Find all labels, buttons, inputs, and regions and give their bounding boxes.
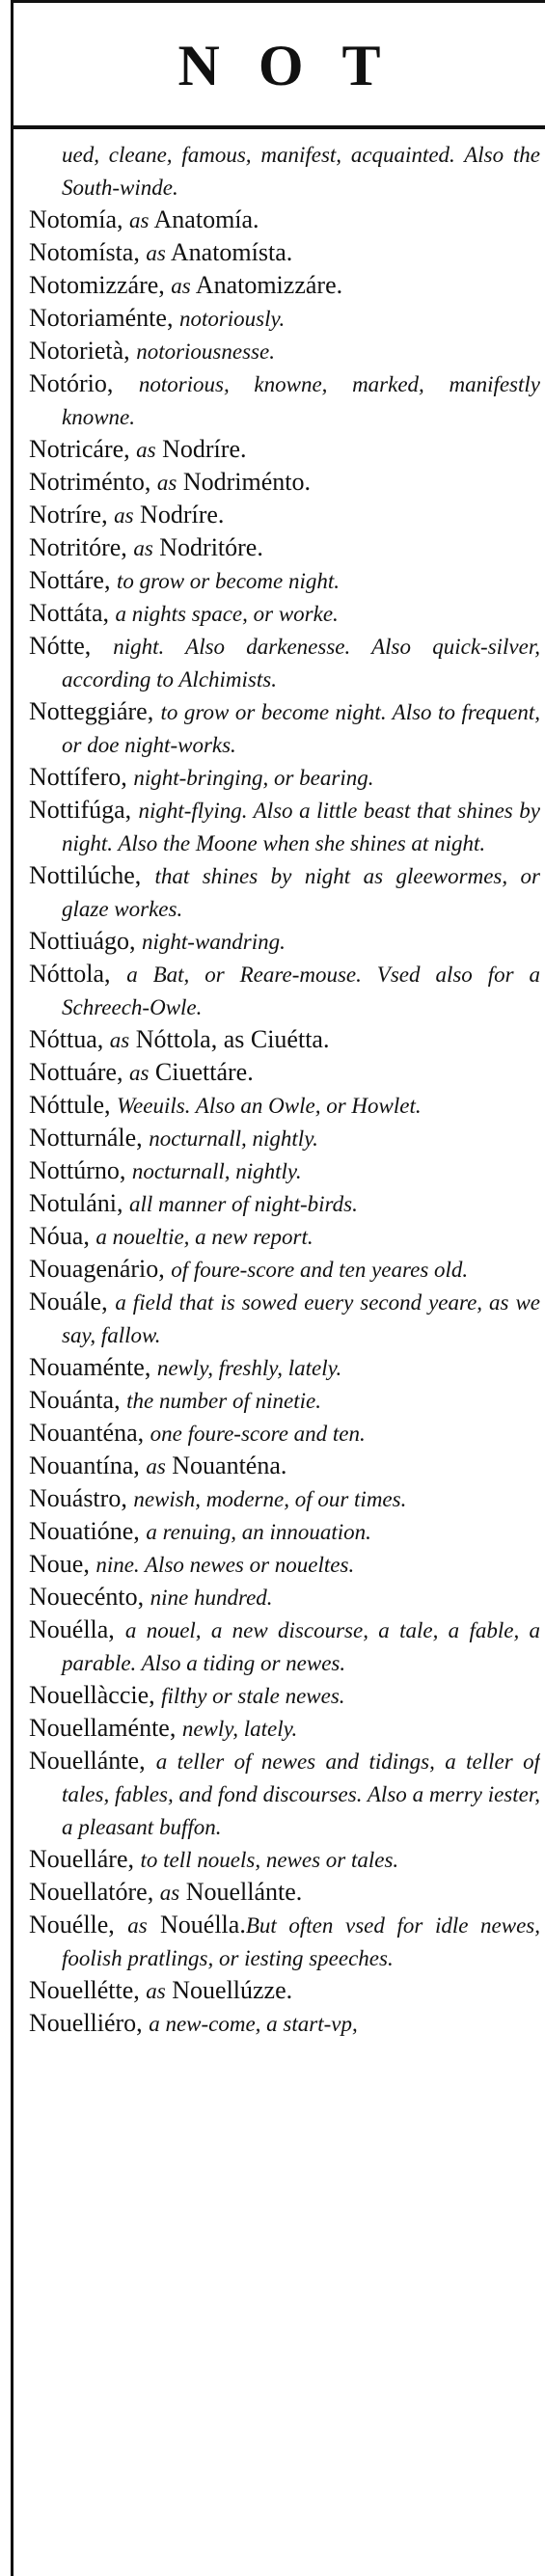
entry-cross-reference: Nodríre. [140,501,225,529]
entry-definition: as [146,1979,166,2003]
entry-headword: Nouaménte, [29,1353,151,1381]
entry-definition: as [133,536,153,560]
dictionary-entry [29,269,540,302]
dictionary-entry [29,761,540,794]
entry-definition: Weeuils. Also an Owle, or Howlet. [117,1094,422,1118]
dictionary-entry [29,1023,540,1056]
dictionary-entry [29,1581,540,1613]
dictionary-entry [29,695,540,761]
entry-headword: Nouále, [29,1288,108,1315]
dictionary-entry [29,1482,540,1515]
entry-headword: Nottiuágo, [29,927,136,955]
entry-headword: Nouástro, [29,1484,127,1512]
entry-headword: Nottáre, [29,566,111,594]
dictionary-entry [29,1679,540,1712]
left-border-rule [11,0,14,2576]
entry-definition: night-bringing, or bearing. [133,766,374,790]
entry-definition: a teller of newes and tidings, a teller of tales, fables, and fond discourses. Also a merry iester, a pleasant buffon. [62,1749,540,1839]
entry-headword: Nóua, [29,1222,90,1250]
entry-headword: Notomía, [29,205,123,233]
entry-headword: Nottifúga, [29,796,132,824]
entry-headword: Nouélle, [29,1911,115,1939]
dictionary-entry [29,499,540,531]
entry-definition: notorious, knowne, marked, manifestly knowne. [62,372,540,429]
entry-definition: as [129,208,150,232]
dictionary-entry [29,1384,540,1417]
entry-definition: as [146,241,166,265]
dictionary-entry [29,203,540,236]
dictionary-entry [29,1548,540,1581]
entry-definition: to tell nouels, newes or tales. [140,1848,399,1872]
entry-definition: one foure-score and ten. [150,1422,366,1446]
entry-cross-reference: Nouellánte. [185,1878,303,1906]
entry-headword: Nouagenário, [29,1255,165,1283]
entry-headword: Nóttua, [29,1025,104,1053]
entry-cross-reference: Nodritóre. [159,533,263,561]
entry-headword: Notório, [29,369,114,397]
entry-cross-reference: Nodriménto. [182,468,311,496]
header-rule [11,125,545,129]
entry-headword: Nouanténa, [29,1419,145,1447]
entry-headword: Notorietà, [29,337,130,365]
entry-headword: Nouantína, [29,1451,140,1479]
entry-headword: Nouellétte, [29,1976,140,2004]
entry-definition: newish, moderne, of our times. [133,1487,407,1511]
entry-definition: a nights space, or worke. [115,602,339,626]
entry-cross-reference: Nodríre. [162,435,247,463]
dictionary-entry [29,466,540,499]
dictionary-entry [29,1712,540,1745]
entry-definition: nine hundred. [150,1586,273,1610]
entry-definition: as [127,1913,148,1938]
entry-cross-reference: Nouélla. [160,1911,246,1939]
entry-headword: Noue, [29,1550,90,1578]
entry-headword: Notricáre, [29,435,130,463]
entry-definition: to grow or become night. Also to frequent, or doe night-works. [62,700,540,757]
dictionary-entry [29,1515,540,1548]
entry-definition: a nouel, a new discourse, a tale, a fable, a parable. Also a tiding or newes. [62,1618,540,1675]
dictionary-entry [29,1089,540,1122]
entry-headword: Nottáta, [29,599,110,627]
entry-headword: Nouatióne, [29,1517,140,1545]
entry-definition: the number of ninetie. [126,1389,321,1413]
dictionary-entry [29,1876,540,1909]
entry-definition: all manner of night-birds. [129,1192,358,1216]
dictionary-entry [29,1417,540,1450]
entry-headword: Nottúrno, [29,1156,126,1184]
entry-cross-reference: Nouellúzze. [172,1976,293,2004]
entry-cross-reference: Nóttola, as Ciuétta. [135,1025,330,1053]
entry-headword: Nouellatóre, [29,1878,154,1906]
entry-headword: Notritóre, [29,533,127,561]
dictionary-entry [29,1450,540,1482]
entry-definition-extra: But often vsed for idle newes, foolish pratlings, or iesting speeches. [62,1913,540,1970]
entry-headword: Notríre, [29,501,108,529]
dictionary-entry [29,1056,540,1089]
dictionary-entry [29,1351,540,1384]
entry-headword: Nouellánte, [29,1747,146,1775]
dictionary-entry [29,859,540,925]
entry-definition: to grow or become night. [116,569,341,593]
entry-definition: ued, cleane, famous, manifest, acquainted. Also the South-winde. [62,143,540,200]
dictionary-entry [29,597,540,630]
dictionary-entry [29,236,540,269]
dictionary-entry [29,531,540,564]
entry-definition: as [114,503,134,528]
entry-definition: night-wandring. [142,930,286,954]
entry-headword: Notomizzáre, [29,271,165,299]
entry-headword: Nouelliéro, [29,2009,143,2037]
entry-cross-reference: Ciuettáre. [154,1058,254,1086]
entry-definition: that shines by night as gleewormes, or glaze workes. [62,864,540,921]
entry-definition: a noueltie, a new report. [95,1225,313,1249]
dictionary-entry [29,1154,540,1187]
entry-definition: newly, freshly, lately. [156,1356,342,1380]
dictionary-entry [29,138,540,203]
top-border-rule [11,0,545,3]
entry-headword: Nouelláre, [29,1845,135,1873]
entry-cross-reference: Nouanténa. [172,1451,287,1479]
entry-definition: as [136,438,156,462]
entry-headword: Notturnále, [29,1124,143,1152]
dictionary-entry [29,1745,540,1843]
dictionary-entry [29,1613,540,1679]
dictionary-entry [29,1843,540,1876]
entry-definition: a new-come, a start-vp, [149,2012,358,2036]
entry-definition: nocturnall, nightly. [131,1159,302,1183]
entry-definition: as [159,1881,180,1905]
entry-definition: nine. Also newes or noueltes. [95,1553,355,1577]
entry-definition: as [146,1454,166,1478]
entry-definition: of foure-score and ten yeares old. [171,1258,469,1282]
dictionary-entry [29,564,540,597]
entry-definition: a Bat, or Reare-mouse. Vsed also for a Schreech-Owle. [62,963,540,1019]
dictionary-entry [29,2007,540,2040]
dictionary-entry [29,794,540,859]
entry-headword: Nouecénto, [29,1583,145,1611]
entry-list [29,138,540,2576]
dictionary-entry [29,630,540,695]
dictionary-entry [29,958,540,1023]
entry-headword: Nouellaménte, [29,1714,177,1742]
entry-headword: Nouánta, [29,1386,121,1414]
dictionary-entry [29,335,540,367]
entry-definition: notoriousnesse. [136,339,275,364]
entry-cross-reference: Anatomísta. [170,238,293,266]
dictionary-entry [29,433,540,466]
entry-headword: Nótte, [29,632,92,660]
entry-headword: Notoriaménte, [29,304,174,332]
dictionary-entry [29,1909,540,1974]
dictionary-entry [29,1122,540,1154]
entry-headword: Nottífero, [29,763,127,791]
entry-headword: Notomísta, [29,238,140,266]
entry-definition: notoriously. [178,307,286,331]
entry-definition: as [156,471,177,495]
dictionary-entry [29,1220,540,1253]
entry-headword: Notteggiáre, [29,697,154,725]
dictionary-entry [29,1974,540,2007]
dictionary-entry [29,1286,540,1351]
entry-definition: newly, lately. [181,1717,298,1741]
entry-headword: Nóttola, [29,960,111,988]
entry-headword: Nóttule, [29,1091,111,1119]
entry-definition: as [128,1061,150,1085]
entry-cross-reference: Anatomía. [153,205,259,233]
entry-headword: Nottuáre, [29,1058,123,1086]
entry-definition: filthy or stale newes. [161,1684,345,1708]
entry-headword: Nouélla, [29,1615,115,1643]
entry-headword: Notriménto, [29,468,151,496]
entry-definition: a field that is sowed euery second yeare, as we say, fallow. [62,1290,540,1347]
entry-headword: Nottilúche, [29,861,142,889]
entry-definition: a renuing, an innouation. [146,1520,371,1544]
entry-headword: Nouellàccie, [29,1681,155,1709]
entry-definition: night. Also darkenesse. Also quick-silver, according to Alchimists. [62,635,540,691]
entry-definition: as [109,1028,130,1052]
dictionary-entry [29,1253,540,1286]
dictionary-entry [29,1187,540,1220]
dictionary-entry [29,925,540,958]
entry-definition: night-flying. Also a little beast that shines by night. Also the Moone when she shines at night. [62,799,540,855]
page-header: NOT [177,34,420,97]
dictionary-entry [29,367,540,433]
dictionary-entry [29,302,540,335]
entry-definition: as [171,274,191,298]
entry-headword: Notuláni, [29,1189,123,1217]
entry-definition: nocturnall, nightly. [149,1126,318,1151]
entry-cross-reference: Anatomizzáre. [195,271,343,299]
